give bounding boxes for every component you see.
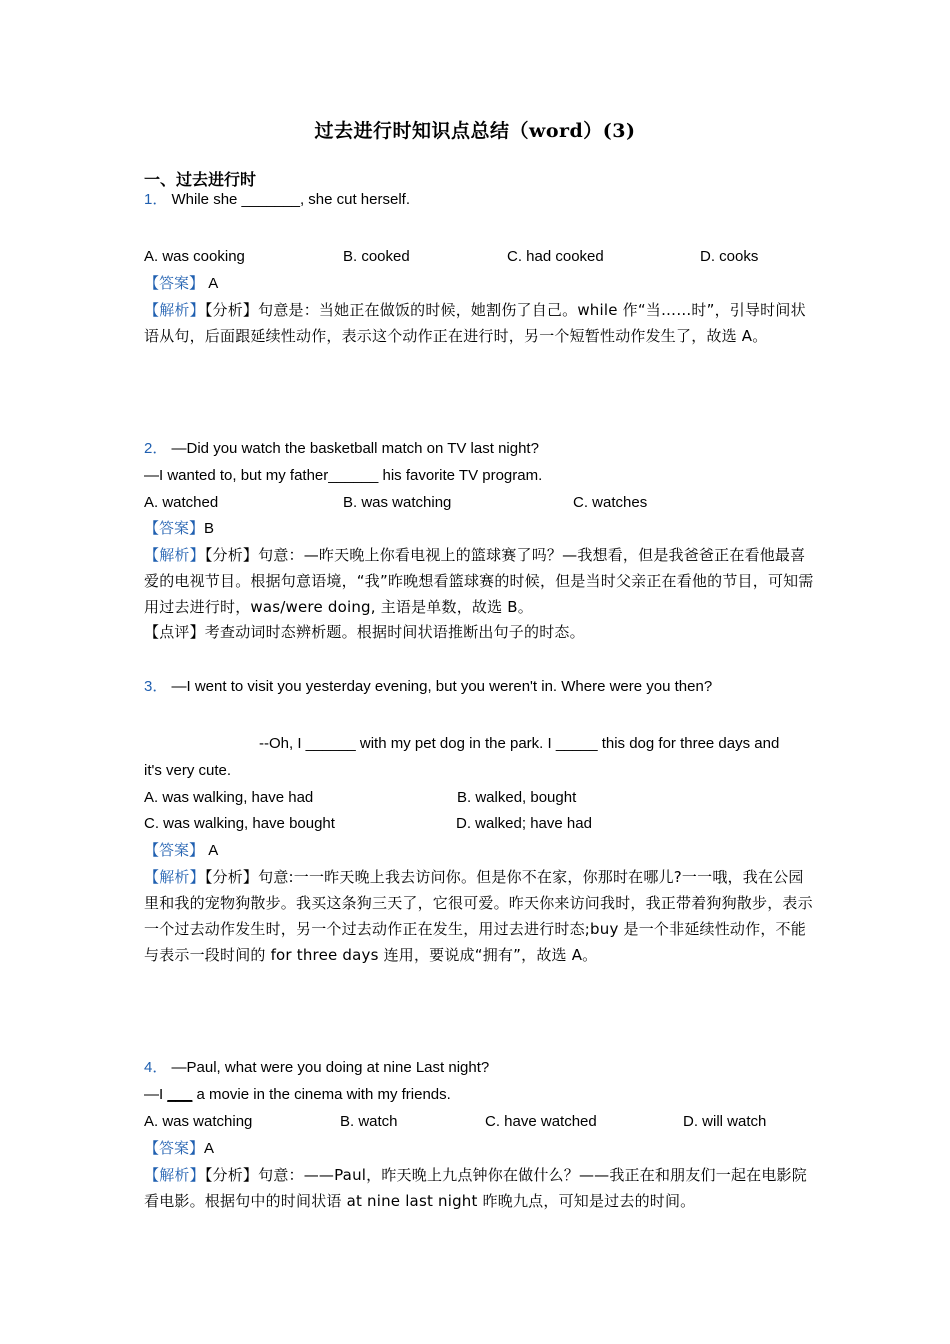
analysis-text: 【分析】句意：—昨天晚上你看电视上的篮球赛了吗？—我想看，但是我爸爸正在看他最喜爱的电视节目。根据句意语境，“我”昨晚想看篮球赛的时候，但是当时父亲正在看他的节目，可知需用过去进行时，was/were doing, 主语是单数，故选 B。 xyxy=(144,546,814,616)
answer-value: B xyxy=(204,520,215,537)
question-text-post: a movie in the cinema with my friends. xyxy=(192,1086,451,1103)
answer-value: A xyxy=(208,275,219,292)
analysis-paragraph xyxy=(144,1162,816,1214)
analysis-text: 【分析】句意是：当她正在做饭的时候，她割伤了自己。while 作“当……时”，引导时间状语从句，后面跟延续性动作，表示这个动作正在进行时，另一个短暂性动作发生了，故选 A。 xyxy=(144,301,806,345)
question-2 xyxy=(144,439,539,459)
analysis-text: 【分析】句意：——Paul，昨天晚上九点钟你在做什么？——我正在和朋友们一起在电影院看电影。根据句中的时间状语 at nine last night 昨晚九点，可知是过去的时间。 xyxy=(144,1166,807,1210)
option-a: A. was walking, have had xyxy=(144,789,314,806)
option-c: C. have watched xyxy=(485,1113,597,1130)
answer-value: A xyxy=(204,1140,215,1157)
option-b: B. cooked xyxy=(343,248,410,265)
option-d: D. will watch xyxy=(683,1113,767,1130)
option-a: A. watched xyxy=(144,494,219,511)
option-c: C. was walking, have bought xyxy=(144,815,335,832)
answer-blank: ___ xyxy=(167,1086,193,1103)
option-d: D. walked; have had xyxy=(456,815,592,832)
question-4 xyxy=(144,1058,489,1078)
option-a: A. was watching xyxy=(144,1113,253,1130)
option-c: C. had cooked xyxy=(507,248,604,265)
option-a: A. was cooking xyxy=(144,248,245,265)
answer-value: A xyxy=(208,842,219,859)
comment-paragraph: 【点评】考查动词时态辨析题。根据时间状语推断出句子的时态。 xyxy=(144,623,585,641)
answer-tag: 【答案】 xyxy=(144,1140,205,1157)
analysis-tag: 【解析】 xyxy=(144,868,205,886)
question-text: —Did you watch the basketball match on TV last night? xyxy=(171,440,539,457)
section-heading: 一、过去进行时 xyxy=(144,170,257,189)
question-text-line: it's very cute. xyxy=(144,762,232,779)
analysis-tag: 【解析】 xyxy=(144,1166,205,1184)
question-text-line xyxy=(144,1085,451,1105)
analysis-paragraph xyxy=(144,542,816,620)
analysis-paragraph xyxy=(144,864,816,968)
option-b: B. was watching xyxy=(343,494,452,511)
page-title: 过去进行时知识点总结（word）(3) xyxy=(314,120,636,142)
analysis-tag: 【解析】 xyxy=(144,301,205,319)
answer-line xyxy=(144,519,214,539)
option-d: D. cooks xyxy=(700,248,759,265)
question-number: 1． xyxy=(144,191,168,208)
question-text-pre: —I xyxy=(144,1086,168,1103)
answer-line xyxy=(144,274,218,294)
option-b: B. walked, bought xyxy=(457,789,577,806)
answer-line xyxy=(144,1139,214,1159)
answer-tag: 【答案】 xyxy=(144,842,205,859)
question-1 xyxy=(144,190,410,210)
option-b: B. watch xyxy=(340,1113,398,1130)
analysis-tag: 【解析】 xyxy=(144,546,205,564)
question-text: —Paul, what were you doing at nine Last night? xyxy=(171,1059,490,1076)
option-c: C. watches xyxy=(573,494,648,511)
question-number: 2． xyxy=(144,440,168,457)
question-3 xyxy=(144,677,712,697)
analysis-paragraph xyxy=(144,297,816,349)
answer-line xyxy=(144,841,218,861)
answer-tag: 【答案】 xyxy=(144,520,205,537)
question-text: —I went to visit you yesterday evening, but you weren't in. Where were you then? xyxy=(171,678,713,695)
question-text-line: --Oh, I ______ with my pet dog in the park. I _____ this dog for three days and xyxy=(259,735,780,752)
question-number: 3． xyxy=(144,678,168,695)
analysis-text: 【分析】句意:一一昨天晚上我去访问你。但是你不在家，你那时在哪儿?一一哦，我在公园里和我的宠物狗散步。我买这条狗三天了，它很可爱。昨天你来访问我时，我正带着狗狗散步，表示一个过去动作发生时，另一个过去动作正在发生，用过去进行时态;buy 是一个非延续性动作，不能与表示一段时间的 for three days 连用，要说成“拥有”，故选 A。 xyxy=(144,868,813,964)
question-text: While she _______, she cut herself. xyxy=(171,191,410,208)
answer-tag: 【答案】 xyxy=(144,275,205,292)
question-text-line: —I wanted to, but my father______ his favorite TV program. xyxy=(144,467,543,484)
question-number: 4． xyxy=(144,1059,168,1076)
